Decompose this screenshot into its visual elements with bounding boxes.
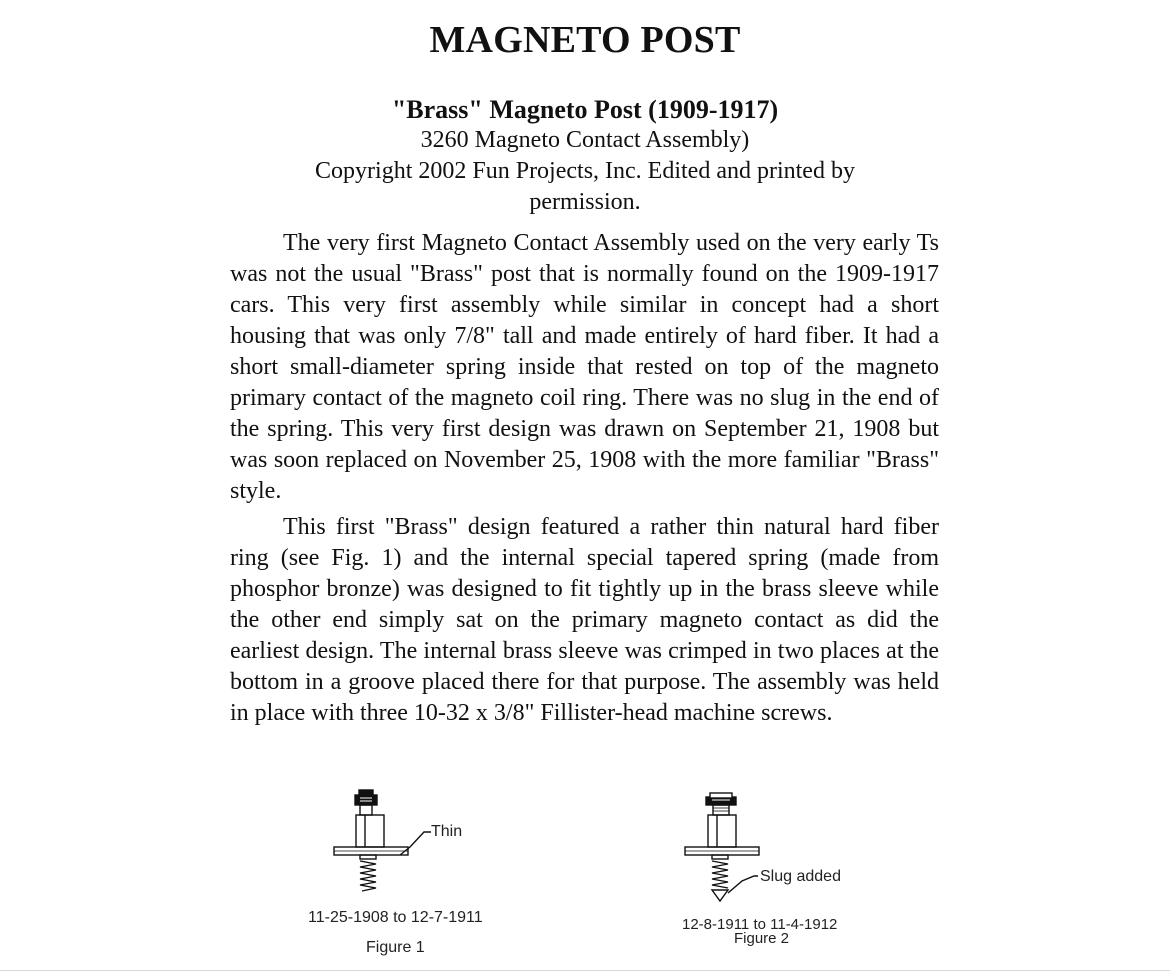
figure-1-date-range: 11-25-1908 to 12-7-1911 bbox=[308, 909, 483, 926]
figure-1-callout: Thin bbox=[431, 823, 463, 840]
magneto-post-drawing-fig1 bbox=[300, 785, 520, 895]
page-bottom-divider bbox=[0, 970, 1170, 971]
copyright-line: Copyright 2002 Fun Projects, Inc. Edited and printed by permission. bbox=[315, 158, 855, 215]
figure-2-date-range: 12-8-1911 to 11-4-1912 bbox=[682, 916, 838, 933]
magneto-post-drawing-fig2 bbox=[670, 785, 890, 910]
figure-2-caption: Figure 2 bbox=[734, 930, 790, 947]
figure-1 bbox=[300, 785, 520, 965]
article-body bbox=[230, 228, 939, 734]
assembly-line: 3260 Magneto Contact Assembly) bbox=[420, 127, 750, 153]
article-subtitle: "Brass" Magneto Post (1909-1917) bbox=[391, 95, 779, 124]
figure-2 bbox=[670, 785, 890, 965]
paragraph-1: The very first Magneto Contact Assembly used on the very early Ts was not the usual "Brass" post that is normally found on the 1909-1917 cars. This very first assembly while similar in concept had a short housing that was only 7/8" tall and made entirely of hard fiber. It had a short small-diameter spring inside that rested on top of the magneto primary contact of the magneto coil ring. There was no slug in the end of the spring. This very first design was drawn on September 21, 1908 but was soon replaced on November 25, 1908 with the more familiar "Brass" style. bbox=[230, 230, 939, 504]
page-title: MAGNETO POST bbox=[429, 19, 741, 61]
paragraph-2: This first "Brass" design featured a rather thin natural hard fiber ring (see Fig. 1) and the internal special tapered spring (made from phosphor bronze) was designed to fit tightly up in the brass sleeve while the other end simply sat on the primary magneto contact as did the earliest design. The internal brass sleeve was crimped in two places at the bottom in a groove placed there for that purpose. The assembly was held in place with three 10-32 x 3/8" Fillister-head machine screws. bbox=[230, 514, 939, 726]
figure-2-callout: Slug added bbox=[760, 868, 841, 885]
article-header bbox=[260, 94, 910, 218]
figure-1-caption: Figure 1 bbox=[366, 939, 425, 956]
